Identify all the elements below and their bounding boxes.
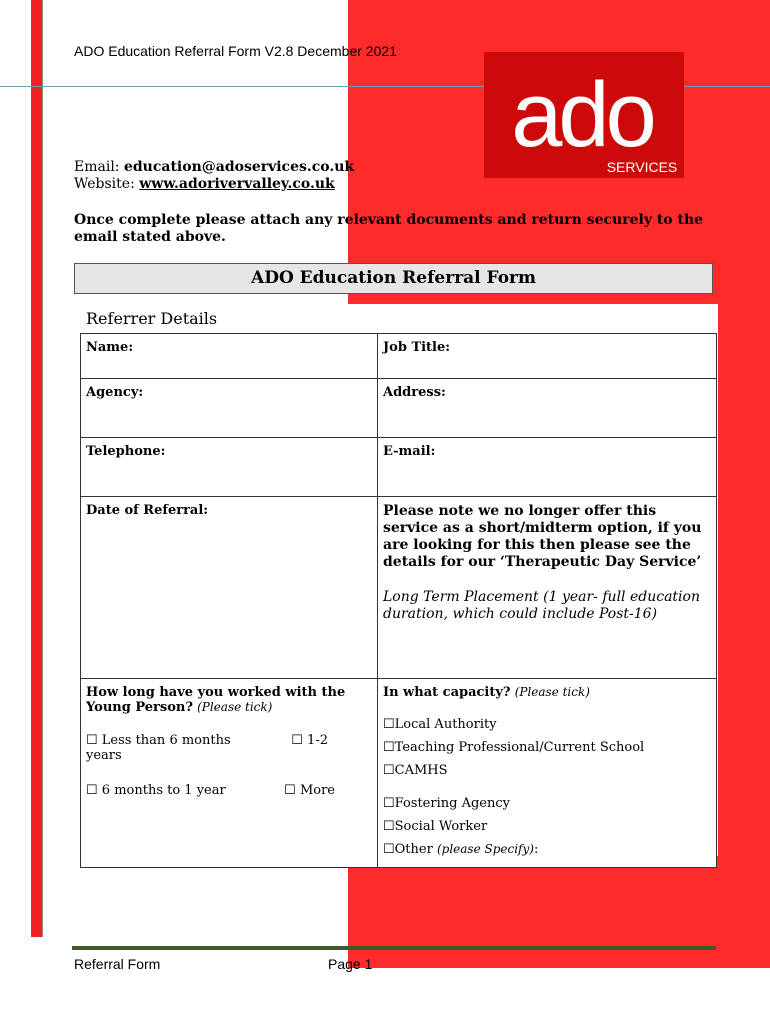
capacity-cell (378, 679, 717, 868)
capacity-teaching-professional-checkbox[interactable]: ☐Teaching Professional/Current School (383, 740, 645, 755)
capacity-other-checkbox[interactable]: ☐Other (383, 842, 437, 857)
telephone-label: Telephone: (86, 444, 166, 459)
email-label: Email: (74, 159, 124, 175)
instructions-text: Once complete please attach any relevant documents and return securely to the email stated above. (74, 212, 704, 245)
capacity-camhs-checkbox[interactable]: ☐CAMHS (383, 763, 448, 778)
duration-years-text: years (86, 748, 122, 763)
telephone-field[interactable] (81, 438, 378, 497)
capacity-tick-hint: (Please tick) (514, 685, 590, 699)
duration-tick-hint: (Please tick) (197, 700, 273, 714)
logo-subtitle: SERVICES (606, 159, 678, 175)
duration-less-than-6-months-checkbox[interactable]: ☐ Less than 6 months (86, 733, 231, 748)
capacity-specify-colon: : (533, 842, 539, 857)
duration-1-2-years-checkbox[interactable]: ☐ 1-2 (291, 733, 328, 748)
ado-logo (484, 52, 684, 178)
document-header: ADO Education Referral Form V2.8 December 2021 (74, 43, 397, 59)
duration-cell (81, 679, 378, 868)
contact-block (74, 159, 354, 193)
page-number: Page 1 (328, 956, 373, 972)
placement-option[interactable]: Long Term Placement (1 year- full education duration, which could include Post-16) (383, 589, 700, 622)
email-field-label: E-mail: (383, 444, 436, 459)
address-label: Address: (383, 385, 446, 400)
service-note: Please note we no longer offer this service as a short/midterm option, if you are looking for this then please see the details for our ‘Therapeutic Day Service’ (383, 503, 702, 570)
contact-website-link[interactable]: www.adorivervalley.co.uk (139, 176, 335, 192)
job-title-field[interactable] (378, 334, 717, 379)
footer-label: Referral Form (74, 956, 161, 972)
left-bar-edge (42, 0, 43, 937)
capacity-fostering-agency-checkbox[interactable]: ☐Fostering Agency (383, 796, 510, 811)
duration-6-months-to-1-year-checkbox[interactable]: ☐ 6 months to 1 year (86, 783, 226, 798)
service-note-cell (378, 497, 717, 679)
address-field[interactable] (378, 379, 717, 438)
footer-rule (72, 946, 716, 950)
capacity-other-option[interactable] (383, 838, 711, 861)
section-label-referrer: Referrer Details (86, 309, 218, 328)
duration-more-checkbox[interactable]: ☐ More (284, 783, 335, 798)
form-title: ADO Education Referral Form (74, 263, 713, 294)
duration-question: How long have you worked with the Young Person? (86, 685, 346, 715)
email-field[interactable] (378, 438, 717, 497)
referrer-details-table (80, 333, 717, 868)
capacity-question: In what capacity? (383, 685, 511, 700)
agency-label: Agency: (86, 385, 144, 400)
name-field[interactable] (81, 334, 378, 379)
agency-field[interactable] (81, 379, 378, 438)
capacity-local-authority-checkbox[interactable]: ☐Local Authority (383, 717, 497, 732)
left-red-bar (31, 0, 42, 937)
contact-email[interactable]: education@adoservices.co.uk (123, 159, 355, 175)
date-of-referral-label: Date of Referral: (86, 503, 209, 518)
capacity-specify-hint: (please Specify) (436, 842, 534, 856)
logo-wordmark: ado (511, 64, 653, 166)
date-of-referral-field[interactable] (81, 497, 378, 679)
job-title-label: Job Title: (383, 340, 451, 355)
name-label: Name: (86, 340, 134, 355)
ado-logo-graphic (484, 52, 684, 178)
capacity-social-worker-checkbox[interactable]: ☐Social Worker (383, 819, 488, 834)
website-label: Website: (74, 176, 140, 192)
